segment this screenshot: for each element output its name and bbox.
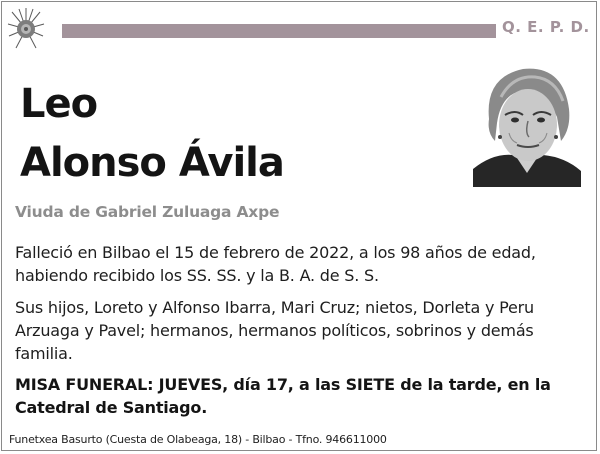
deceased-surnames: Alonso Ávila (20, 140, 284, 186)
deceased-portrait (473, 57, 581, 187)
header-bar (62, 24, 496, 38)
family-text: Sus hijos, Loreto y Alfonso Ibarra, Mari Cruz; nietos, Dorleta y Peru Arzuaga y Pavel; hermanos, hermanos políticos, sobrinos y demás familia. (15, 298, 534, 363)
qepd-label: Q. E. P. D. (502, 18, 590, 36)
thistle-emblem-icon (6, 6, 46, 52)
deceased-first-name: Leo (20, 81, 98, 127)
widow-of-line: Viuda de Gabriel Zuluaga Axpe (15, 203, 280, 221)
death-notice-text: Falleció en Bilbao el 15 de febrero de 2022, a los 98 años de edad, habiendo recibido los SS. SS. y la B. A. de S. S. (15, 243, 536, 285)
funeral-mass-text: MISA FUNERAL: JUEVES, día 17, a las SIETE de la tarde, en la Catedral de Santiago. (15, 375, 551, 417)
funeral-home-footer: Funetxea Basurto (Cuesta de Olabeaga, 18) - Bilbao - Tfno. 946611000 (9, 433, 387, 446)
